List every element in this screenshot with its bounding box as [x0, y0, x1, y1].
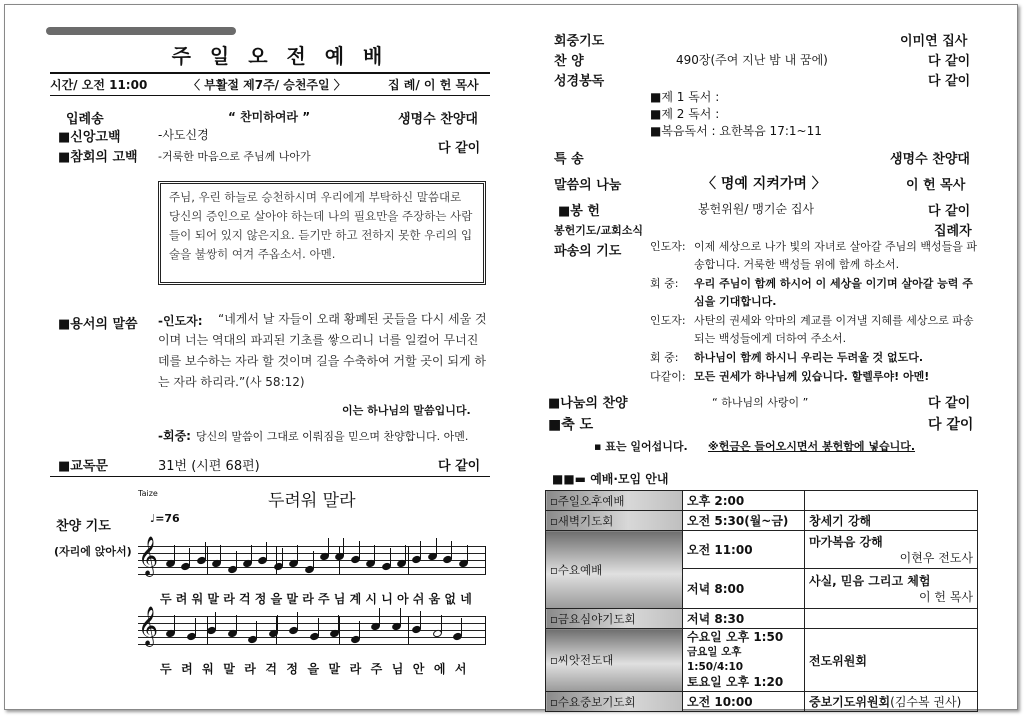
schedule-time: 오전 5:30(월~금) — [683, 511, 805, 531]
special-label: 특 송 — [554, 152, 584, 167]
sharing-content: “ 하나님의 사랑이 ” — [712, 396, 809, 409]
blessing-label: ■축 도 — [548, 417, 594, 433]
bar-line — [276, 616, 277, 644]
lyric-syllable: 계 — [349, 592, 362, 606]
note-stem — [328, 538, 329, 556]
note-stem — [174, 615, 175, 633]
lyric-syllable: 걱 — [239, 592, 251, 606]
schedule-name: ▫새벽기도회 — [546, 511, 683, 531]
reading-2: ■제 2 독서 : — [650, 107, 720, 121]
staff-line — [138, 616, 486, 617]
note-stem — [282, 548, 283, 566]
reading-who: 다 같이 — [438, 459, 481, 474]
note-stem — [313, 551, 314, 569]
pardon-text: “네게서 날 자들이 오래 황폐된 곳들을 다시 세울 것이며 너는 역대의 파괴된 기초를 쌓으리니 너를 일컬어 무너진 데를 보수하는 자라 할 것이며 길을 수축하여 거할 곳이 되게 하는 자라 하리라.”(사 58:12) — [158, 312, 487, 389]
schedule-desc-main: 사실, 믿음 그리고 체험 — [809, 573, 931, 588]
lyric-syllable: 두 — [160, 592, 172, 606]
schedule-time: 오후 2:00 — [683, 491, 805, 511]
lyric-syllable: 말 — [207, 592, 219, 606]
lyric-syllable: 에 — [433, 662, 446, 676]
staff-line — [138, 623, 486, 624]
schedule-name: ▫수요예배 — [546, 531, 683, 609]
blessing-who: 다 같이 — [928, 417, 974, 433]
schedule-time: 저녁 8:00 — [683, 569, 805, 609]
lyric-syllable: 아 — [397, 592, 409, 606]
note-stem — [420, 541, 421, 559]
note-stem — [436, 538, 437, 556]
lyric-syllable: 서 — [454, 662, 467, 676]
litany-speaker: 인도자: — [650, 240, 686, 253]
note-stem — [405, 545, 406, 563]
litany-speaker: 인도자: — [650, 314, 686, 327]
pardon-closing: 이는 하나님의 말씀입니다. — [342, 404, 471, 417]
schedule-desc-main: 중보기도위원회 — [809, 695, 891, 709]
lyric-syllable: 니 — [381, 592, 393, 606]
litany-line — [650, 368, 980, 386]
lyrics-line-1 — [160, 590, 486, 606]
bar-line — [339, 616, 340, 644]
lyric-syllable: 쉬 — [412, 592, 425, 606]
schedule-desc-sub: (김수복 권사) — [890, 695, 962, 709]
schedule-name: ▫수요중보기도회 — [546, 692, 683, 712]
sermon-who: 이 헌 목사 — [906, 178, 966, 193]
note-stem — [220, 545, 221, 563]
offering-content: 봉헌위원/ 맹기순 집사 — [698, 202, 815, 216]
litany-text: 이제 세상으로 나가 빛의 자녀로 살아갈 주님의 백성들을 파송합니다. 거룩한 백성들 위에 함께 하소서. — [694, 240, 977, 271]
lyric-syllable: 말 — [286, 592, 298, 606]
note-stem — [318, 618, 319, 636]
schedule-desc: 전도위원회 — [805, 629, 978, 692]
lyric-syllable: 정 — [254, 592, 267, 606]
schedule-desc-sub: 이현우 전도사 — [899, 550, 973, 565]
litany-line — [650, 275, 980, 311]
offering-label: ■봉 헌 — [558, 204, 600, 219]
hymn-label: 찬 양 — [554, 54, 584, 69]
lyric-syllable: 라 — [349, 662, 362, 676]
divider — [50, 476, 490, 477]
lyric-syllable: 움 — [428, 592, 441, 606]
bar-line — [485, 546, 486, 574]
lyric-syllable: 워 — [191, 592, 204, 606]
composer: Taize — [138, 489, 158, 498]
sermon-title: 〈 명예 지켜가며 〉 — [702, 176, 826, 192]
call-label: 입례송 — [66, 112, 104, 127]
lyric-syllable: 을 — [270, 592, 283, 606]
scripture-label: 성경봉독 — [554, 74, 605, 89]
note-stem — [251, 545, 252, 563]
schedule-desc-main: 마가복음 강해 — [809, 534, 883, 549]
treble-clef-icon: 𝄞 — [138, 606, 159, 646]
note-stem — [451, 541, 452, 559]
lyric-syllable: 없 — [444, 592, 456, 606]
bar-line — [207, 546, 208, 574]
liturgical-week: 〈 부활절 제7주/ 승천주일 〉 — [188, 78, 346, 92]
litany-text: 모든 권세가 하나님께 있습니다. 할렐루야! 아멘! — [694, 370, 930, 383]
confession-who: 다 같이 — [438, 141, 481, 156]
staff-line — [138, 644, 486, 645]
litany-speaker: 다같이: — [650, 370, 686, 383]
note-stem — [297, 545, 298, 563]
reading-content: 31번 (시편 68편) — [158, 459, 260, 474]
lyrics-line-2 — [160, 660, 486, 676]
staff-line — [138, 546, 486, 547]
lyric-syllable: 정 — [286, 662, 298, 676]
litany-speaker: 회 중: — [650, 351, 679, 364]
service-time: 시간/ 오전 11:00 — [50, 78, 148, 92]
note-stem — [174, 545, 175, 563]
bar-line — [485, 616, 486, 644]
pardon-response: 당신의 말씀이 그대로 이뤄짐을 믿으며 찬양합니다. 아멘. — [196, 430, 469, 443]
schedule-desc-sub: 이 헌 목사 — [919, 589, 973, 604]
lyric-syllable: 워 — [202, 662, 214, 676]
bar-line — [408, 616, 409, 644]
schedule-desc: 창세기 강해 — [805, 511, 978, 531]
bar-line — [408, 546, 409, 574]
schedule-time: 오전 10:00 — [683, 692, 805, 712]
song-title: 두려워 말라 — [268, 491, 356, 511]
table-row — [546, 629, 978, 692]
pardon-label: ■용서의 말씀 — [58, 317, 138, 332]
lyric-syllable: 을 — [307, 662, 320, 676]
schedule-time-3: 토요일 오후 1:20 — [687, 675, 784, 689]
schedule-table — [545, 490, 978, 712]
creed-label: ■신앙고백 — [58, 130, 121, 145]
presider: 집 례/ 이 헌 목사 — [388, 78, 479, 92]
bar-line — [276, 546, 277, 574]
creed-content: -사도신경 — [158, 128, 209, 142]
sharing-label: ■나눔의 찬양 — [548, 396, 628, 411]
note-stem — [189, 548, 190, 566]
staff-line — [138, 574, 486, 575]
lyric-syllable: 말 — [223, 662, 235, 676]
divider — [50, 95, 490, 96]
prayer-song-sub: (자리에 앉아서) — [54, 545, 132, 558]
offering-who: 다 같이 — [928, 204, 971, 219]
lyric-syllable: 두 — [160, 662, 172, 676]
litany-text: 사탄의 권세와 악마의 계교를 이겨낼 지혜를 세상으로 파송되는 백성들에게 더하여 주소서. — [694, 314, 974, 345]
schedule-desc — [805, 531, 978, 569]
reading-label: ■교독문 — [58, 459, 108, 474]
lyric-syllable: 라 — [223, 592, 235, 606]
schedule-desc — [805, 609, 978, 629]
pardon-response-tag: -회중: — [158, 429, 191, 443]
dedication-who: 집례자 — [934, 224, 972, 239]
top-decor-bar — [46, 27, 236, 35]
note-stem — [297, 612, 298, 630]
divider — [50, 72, 490, 74]
lyric-syllable: 안 — [412, 662, 425, 676]
litany-speaker: 회 중: — [650, 277, 679, 290]
litany-line — [650, 312, 980, 348]
confession-label: ■참회의 고백 — [58, 150, 138, 165]
litany-line — [650, 238, 980, 274]
note-stem — [359, 621, 360, 639]
note-stem — [236, 615, 237, 633]
call-song: “ 찬미하여라 ” — [228, 110, 311, 124]
schedule-name: ▫주일오후예배 — [546, 491, 683, 511]
note-stem — [256, 621, 257, 639]
lyric-syllable: 라 — [302, 592, 314, 606]
lyric-syllable: 려 — [175, 592, 188, 606]
schedule-desc — [805, 491, 978, 511]
table-row — [546, 692, 978, 712]
standing-note: ▪ 표는 일어섭니다. — [594, 440, 688, 453]
note-stem — [266, 542, 267, 560]
note-stem — [195, 618, 196, 636]
schedule-time: 저녁 8:30 — [683, 609, 805, 629]
table-row — [546, 531, 978, 569]
music-staff-1 — [138, 536, 486, 578]
note-stem — [400, 608, 401, 626]
note-stem — [461, 618, 462, 636]
hymn-who: 다 같이 — [928, 54, 971, 69]
note-stem — [441, 615, 442, 633]
note-stem — [390, 548, 391, 566]
note-stem — [236, 551, 237, 569]
pardon-leader-tag: -인도자: — [158, 314, 203, 328]
note-stem — [215, 612, 216, 630]
lyric-syllable: 시 — [365, 592, 377, 606]
offering-note: ※헌금은 들어오시면서 봉헌함에 넣습니다. — [708, 440, 916, 453]
bar-line — [339, 546, 340, 574]
table-row — [546, 491, 978, 511]
reading-1: ■제 1 독서 : — [650, 90, 720, 104]
lyric-syllable: 님 — [391, 662, 404, 676]
table-row — [546, 511, 978, 531]
note-stem — [379, 608, 380, 626]
treble-clef-icon: 𝄞 — [138, 536, 159, 576]
note-stem — [343, 538, 344, 556]
dedication-label: 봉헌기도/교회소식 — [554, 224, 644, 237]
note-stem — [374, 545, 375, 563]
music-staff-2 — [138, 606, 486, 648]
lyric-syllable: 라 — [244, 662, 256, 676]
lyric-syllable: 주 — [370, 662, 383, 676]
note-stem — [467, 545, 468, 563]
schedule-time-2: 금요일 오후 1:50/4:10 — [687, 646, 744, 673]
lyric-syllable: 님 — [333, 592, 346, 606]
sharing-who: 다 같이 — [928, 396, 971, 411]
congregation-prayer-who: 이미연 집사 — [900, 34, 968, 49]
bar-line — [207, 616, 208, 644]
tempo: ♩=76 — [150, 512, 180, 525]
congregation-prayer-label: 회중기도 — [554, 34, 605, 49]
litany-line — [650, 349, 980, 367]
confession-intro: -거룩한 마음으로 주님께 나아가 — [158, 150, 311, 163]
prayer-song-label: 찬양 기도 — [56, 519, 111, 534]
page-title: 주 일 오 전 예 배 — [171, 44, 389, 68]
note-stem — [420, 611, 421, 629]
schedule-time — [683, 629, 805, 692]
schedule-time: 오전 11:00 — [683, 531, 805, 569]
note-stem — [359, 541, 360, 559]
schedule-title: ■■▬ 예배·모임 안내 — [552, 472, 669, 486]
schedule-time-1: 수요일 오후 1:50 — [687, 630, 784, 644]
sending-label: 파송의 기도 — [554, 244, 622, 259]
reading-gospel: ■복음독서 : 요한복음 17:1~11 — [650, 124, 822, 138]
schedule-desc — [805, 692, 978, 712]
schedule-name: ▫금요심야기도회 — [546, 609, 683, 629]
sending-litany — [650, 238, 980, 387]
schedule-desc — [805, 569, 978, 609]
schedule-name: ▫씨앗전도대 — [546, 629, 683, 692]
call-who: 생명수 찬양대 — [398, 112, 478, 127]
sermon-label: 말씀의 나눔 — [554, 178, 622, 193]
litany-text: 우리 주님이 함께 하시어 이 세상을 이기며 살아갈 능력 주심을 기대합니다. — [694, 277, 973, 308]
table-row — [546, 609, 978, 629]
lyric-syllable: 말 — [328, 662, 341, 676]
lyric-syllable: 주 — [318, 592, 330, 606]
lyric-syllable: 걱 — [265, 662, 277, 676]
confession-prayer-box: 주님, 우린 하늘로 승천하시며 우리에게 부탁하신 말씀대로 당신의 증인으로 살아야 하는데 나의 필요만을 주장하는 사람들이 되어 있지 않은지요. 듣기만 하고 전하지 못한 우리의 입술을 불쌍히 여겨 주옵소서. 아멘. — [158, 181, 486, 285]
lyric-syllable: 네 — [460, 592, 472, 606]
litany-text: 하나님이 함께 하시니 우리는 두려울 것 없도다. — [694, 351, 924, 364]
special-who: 생명수 찬양대 — [890, 152, 970, 167]
scripture-who: 다 같이 — [928, 74, 971, 89]
hymn-content: 490장(주여 지난 밤 내 꿈에) — [676, 53, 828, 67]
lyric-syllable: 려 — [181, 662, 193, 676]
